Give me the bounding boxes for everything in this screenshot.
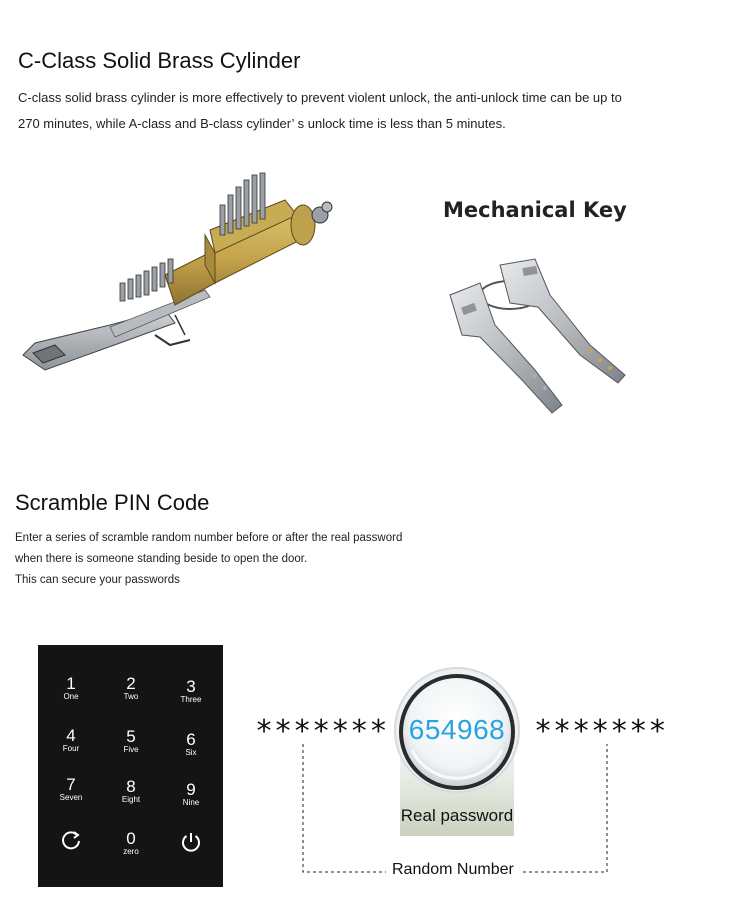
keypad-key-6[interactable]: 6 Six — [185, 730, 197, 757]
cylinder-description-line1: C-class solid brass cylinder is more effectively to prevent violent unlock, the anti-unlock time can be up to — [18, 90, 622, 105]
refresh-icon[interactable] — [46, 827, 96, 856]
brass-cylinder-illustration — [15, 165, 345, 435]
keypad-key-7[interactable]: 7 Seven — [59, 775, 83, 802]
section-title-cylinder: C-Class Solid Brass Cylinder — [18, 48, 301, 73]
keypad-key-2[interactable]: 2 Two — [123, 674, 139, 701]
keypad-key-9[interactable]: 9 Nine — [182, 780, 200, 807]
scramble-description-line1: Enter a series of scramble random number before or after the real password — [15, 532, 403, 544]
mechanical-key-illustration — [440, 255, 640, 420]
section-title-scramble: Scramble PIN Code — [15, 490, 210, 515]
cylinder-description — [18, 85, 738, 137]
scramble-stars-left: ******* — [255, 714, 389, 749]
random-number-label: Random Number — [386, 861, 520, 879]
scramble-description-line2: when there is someone standing beside to open the door. — [15, 553, 308, 565]
keypad-key-1[interactable]: 1 One — [63, 674, 79, 701]
keypad-key-8[interactable]: 8 Eight — [121, 777, 141, 804]
random-number-bracket — [295, 740, 615, 880]
real-password-label: Real password — [400, 806, 514, 825]
real-password-value: 654968 — [408, 714, 506, 745]
keypad-key-0[interactable]: 0 zero — [123, 829, 139, 856]
scramble-description-line3: This can secure your passwords — [15, 574, 180, 586]
keypad-panel — [38, 645, 223, 887]
cylinder-description-line2: 270 minutes, while A-class and B-class cylinder’ s unlock time is less than 5 minutes. — [18, 116, 506, 131]
keypad-key-3[interactable]: 3 Three — [180, 677, 202, 704]
keypad-key-5[interactable]: 5 Five — [123, 727, 139, 754]
keypad-key-4[interactable]: 4 Four — [62, 726, 80, 753]
scramble-description — [15, 528, 615, 591]
scramble-stars-right: ******* — [534, 714, 668, 749]
power-icon[interactable] — [166, 831, 216, 858]
mechanical-key-title: Mechanical Key — [443, 198, 627, 222]
